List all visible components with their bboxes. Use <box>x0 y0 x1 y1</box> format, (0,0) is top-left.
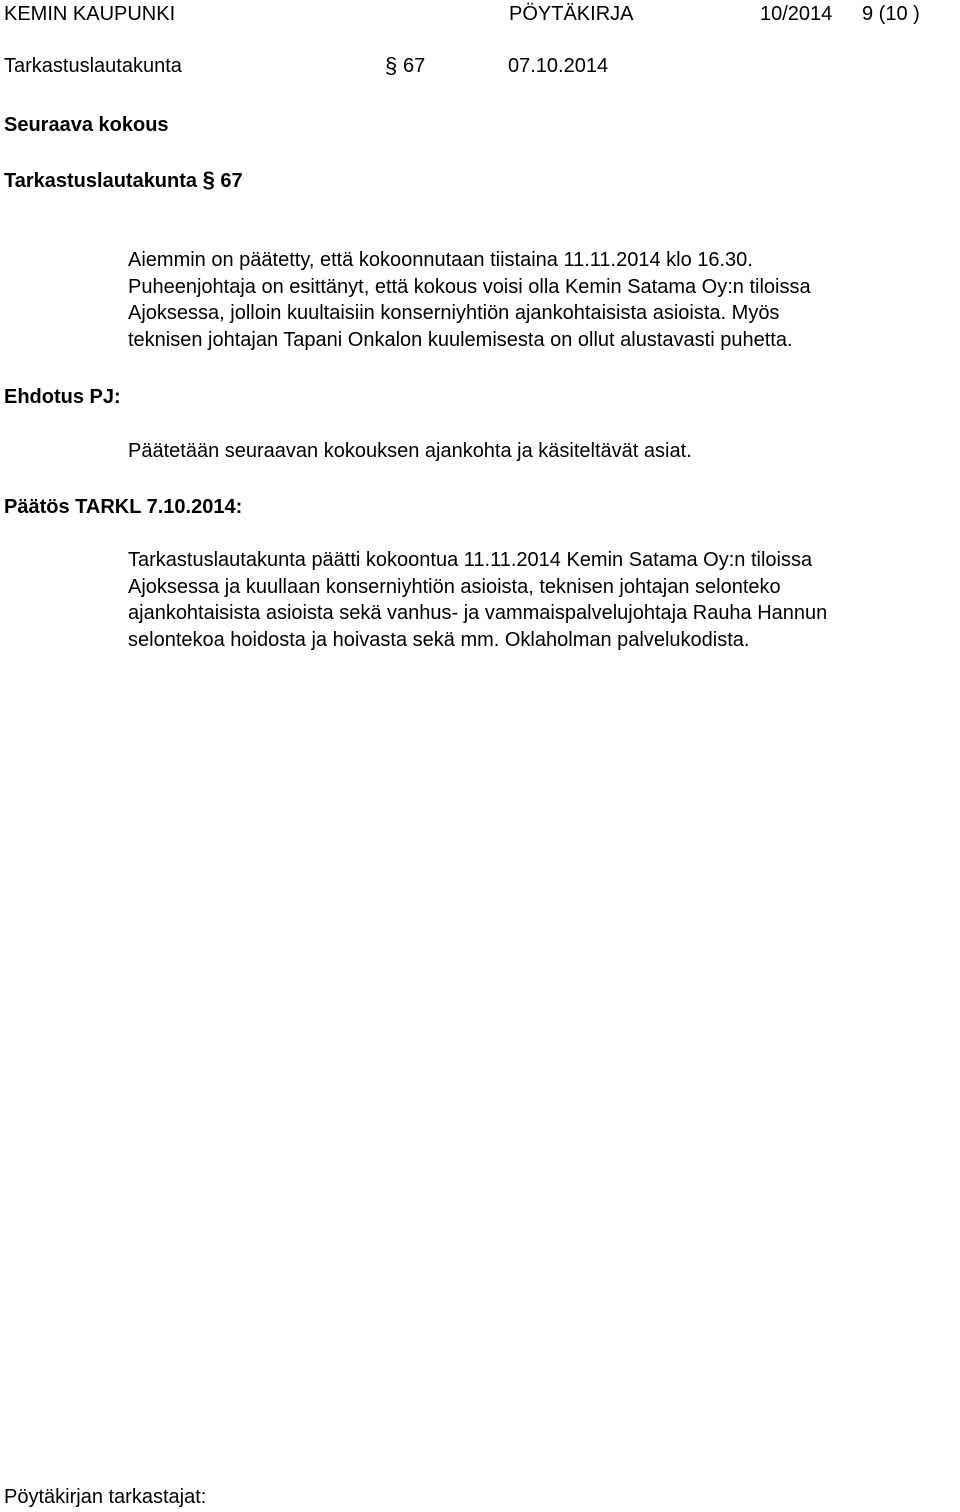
intro-line: Aiemmin on päätetty, että kokoonnutaan tiistaina 11.11.2014 klo 16.30. <box>128 249 753 271</box>
footer-reviewers-label: Pöytäkirjan tarkastajat: <box>4 1486 207 1508</box>
header-date: 07.10.2014 <box>508 55 609 77</box>
section-reference-committee: Tarkastuslautakunta <box>4 170 198 192</box>
page-title: Seuraava kokous <box>4 114 169 136</box>
section-reference <box>4 167 243 194</box>
section-reference-number: 67 <box>220 170 243 192</box>
intro-line: Puheenjohtaja on esittänyt, että kokous voisi olla Kemin Satama Oy:n tiloissa <box>128 275 811 298</box>
decision-line: Ajoksessa ja kuullaan konserniyhtiön asioista, teknisen johtajan selonteko <box>128 575 781 598</box>
header-section-symbol: § <box>385 53 398 78</box>
document-type: PÖYTÄKIRJA <box>509 3 634 25</box>
intro-line: teknisen johtajan Tapani Onkalon kuulemisesta on ollut alustavasti puhetta. <box>128 328 793 351</box>
page-number: 9 (10 ) <box>862 3 920 25</box>
decision-paragraph <box>128 547 948 653</box>
decision-label: Päätös TARKL 7.10.2014: <box>4 496 243 518</box>
proposal-label: Ehdotus PJ: <box>4 386 121 408</box>
header-committee: Tarkastuslautakunta <box>4 55 182 77</box>
header-section-number: 67 <box>403 55 426 77</box>
section-reference-symbol: § <box>202 167 215 192</box>
decision-line: selontekoa hoidosta ja hoivasta sekä mm. Oklaholman palvelukodista. <box>128 628 750 651</box>
document-number: 10/2014 <box>760 3 833 25</box>
intro-paragraph <box>128 247 948 353</box>
proposal-text <box>128 438 948 465</box>
organization-name: KEMIN KAUPUNKI <box>4 3 176 25</box>
proposal-line: Päätetään seuraavan kokouksen ajankohta ja käsiteltävät asiat. <box>128 440 692 462</box>
intro-line: Ajoksessa, jolloin kuultaisiin konserniyhtiön ajankohtaisista asioista. Myös <box>128 302 780 324</box>
decision-line: ajankohtaisista asioista sekä vanhus- ja vammaispalvelujohtaja Rauha Hannun <box>128 602 828 624</box>
decision-line: Tarkastuslautakunta päätti kokoontua 11.11.2014 Kemin Satama Oy:n tiloissa <box>128 549 813 571</box>
